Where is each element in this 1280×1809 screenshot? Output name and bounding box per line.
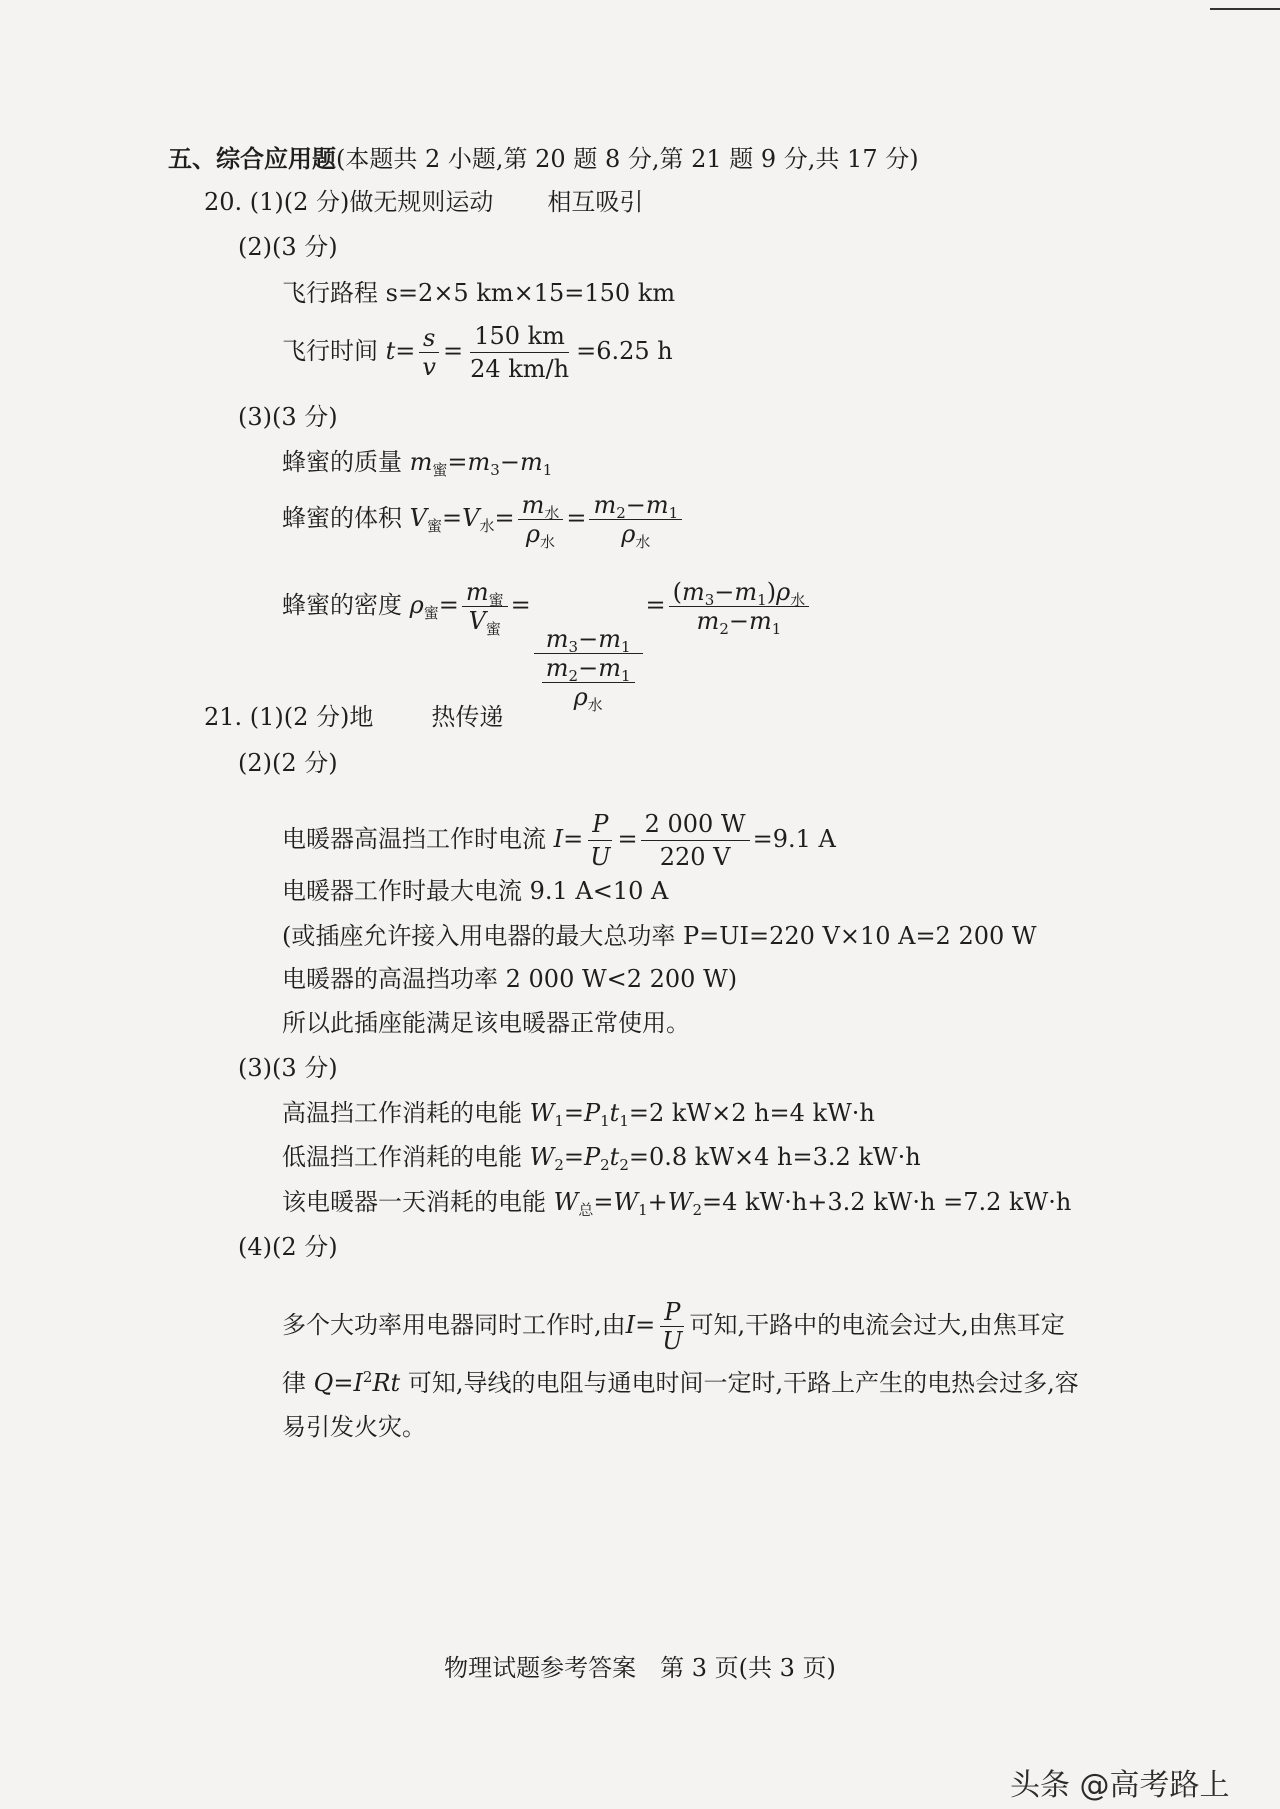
q21-max-current: 电暖器工作时最大电流 9.1 A<10 A [282, 877, 669, 905]
fraction-s-over-v: $\frac{s}{v}$ [418, 326, 440, 379]
watermark: 头条 @高考路上 [1010, 1768, 1230, 1803]
section-note: (本题共 2 小题,第 20 题 8 分,第 21 题 9 分,共 17 分) [336, 145, 919, 173]
q21-part3-label: (3)(3 分) [238, 1054, 338, 1082]
section-title: 五、综合应用题(本题共 2 小题,第 20 题 8 分,第 21 题 9 分,共 17 分) [168, 144, 919, 173]
q21-heater-power: 电暖器的高温挡功率 2 000 W<2 200 W) [282, 965, 738, 993]
fraction-m-over-rho: $\frac{m_水}{\rho_水}$ [518, 493, 564, 546]
q20-part2-label: (2)(3 分) [238, 233, 338, 261]
q21-explanation-line2: 律 $Q=I^2Rt$ 可知,导线的电阻与通电时间一定时,干路上产生的电热会过多,容 [282, 1368, 1079, 1397]
q21-explanation-line1: 多个大功率用电器同时工作时,由I= $\frac{P}{U}$ 可知,干路中的电流会过大,由焦耳定 [282, 1298, 1065, 1355]
fraction-p-over-u: $\frac{P}{U}$ [590, 810, 611, 871]
q21-part1: 21. (1)(2 分)地 热传递 [204, 703, 504, 731]
fraction-km-over-kmh: $\frac{150 km}{24 km/h}$ [470, 322, 570, 383]
q21-energy-low: 低温挡工作消耗的电能 $W_2=P_2t_2=0.8$ kW×4 h=3.2 kW·h [282, 1143, 921, 1174]
q21-alt-power: (或插座允许接入用电器的最大总功率 P=UI=220 V×10 A=2 200 W [282, 922, 1037, 950]
q20-part1: 20. (1)(2 分)做无规则运动 相互吸引 [204, 188, 644, 216]
fraction-m2m1-over-rho: $\frac{m_2-m_1}{\rho_水}$ [589, 493, 682, 546]
q20-honey-density: 蜂蜜的密度 $\rho_蜜=$ $\frac{m_蜜}{V_蜜}$ = $m_3-m_1$ $m_2-m_1$ $\rho_水$ = $\frac{(m_3-m_1)\rho_水}{m_2-m_1}$ [282, 580, 812, 709]
q21-explanation-line3: 易引发火灾。 [282, 1413, 426, 1441]
scan-edge-line [1210, 8, 1280, 10]
q20-part3-label: (3)(3 分) [238, 403, 338, 431]
q20-honey-mass: 蜂蜜的质量 $m_蜜=m_3-m_1$ [282, 448, 553, 479]
q21-heater-current: 电暖器高温挡工作时电流 I= $\frac{P}{U}$ = $\frac{2 000 W}{220 V}$ =9.1 A [282, 810, 836, 871]
fraction-watt-over-volt: $\frac{2 000 W}{220 V}$ [641, 810, 750, 871]
q21-part4-label: (4)(2 分) [238, 1233, 338, 1261]
fraction-density-result: $\frac{(m_3-m_1)\rho_水}{m_2-m_1}$ [669, 580, 810, 633]
fraction-p-over-u-2: $\frac{P}{U}$ [662, 1298, 683, 1355]
q21-conclusion: 所以此插座能满足该电暖器正常使用。 [282, 1009, 690, 1037]
q20-flight-time: 飞行时间 t= $\frac{s}{v}$ = $\frac{150 km}{24 km/h}$ =6.25 h [282, 322, 673, 383]
q20-honey-volume: 蜂蜜的体积 $V_蜜=V_水=$ $\frac{m_水}{\rho_水}$ = $\frac{m_2-m_1}{\rho_水}$ [282, 493, 685, 546]
fraction-compound: $m_3-m_1$ $m_2-m_1$ $\rho_水$ [534, 627, 643, 709]
q21-part2-label: (2)(2 分) [238, 749, 338, 777]
fraction-mmi-over-vmi: $\frac{m_蜜}{V_蜜}$ [462, 580, 508, 633]
page-footer: 物理试题参考答案 第 3 页(共 3 页) [444, 1654, 836, 1682]
q21-energy-high: 高温挡工作消耗的电能 $W_1=P_1t_1=2$ kW×2 h=4 kW·h [282, 1099, 875, 1130]
q20-flight-distance: 飞行路程 s=2×5 km×15=150 km [282, 279, 676, 307]
q21-energy-total: 该电暖器一天消耗的电能 $W_总=W_1+W_2=4$ kW·h+3.2 kW·h =7.2 kW·h [282, 1188, 1072, 1219]
